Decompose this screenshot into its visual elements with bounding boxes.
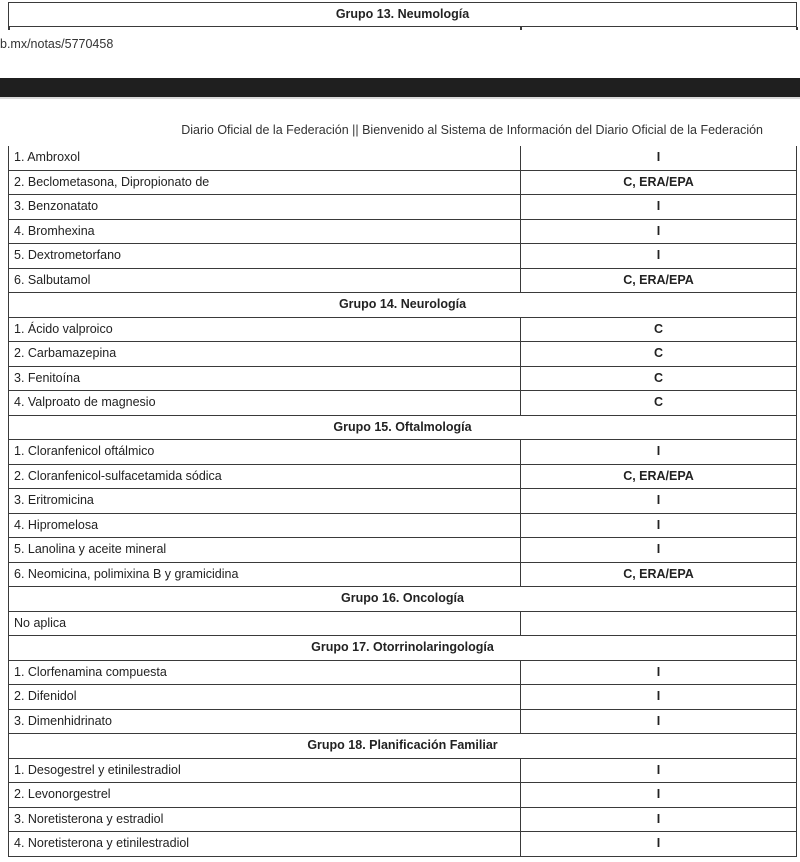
table-row xyxy=(9,170,797,195)
table-row xyxy=(9,146,797,170)
care-level-value: I xyxy=(521,146,797,170)
medication-name: 2. Cloranfenicol-sulfacetamida sódica xyxy=(9,464,521,489)
care-level-value: I xyxy=(521,513,797,538)
group-header-row xyxy=(9,415,797,440)
table-row xyxy=(9,562,797,587)
medication-name: 5. Dextrometorfano xyxy=(9,244,521,269)
medication-name: 1. Cloranfenicol oftálmico xyxy=(9,440,521,465)
care-level-value: C, ERA/EPA xyxy=(521,464,797,489)
medication-name: 6. Salbutamol xyxy=(9,268,521,293)
medication-name: 4. Hipromelosa xyxy=(9,513,521,538)
care-level-value: I xyxy=(521,783,797,808)
medication-name: 1. Clorfenamina compuesta xyxy=(9,660,521,685)
page-break-bar xyxy=(0,78,800,97)
medication-name: 4. Bromhexina xyxy=(9,219,521,244)
page-url-footer[interactable]: b.mx/notas/5770458 xyxy=(0,37,114,51)
care-level-value: C, ERA/EPA xyxy=(521,268,797,293)
table-row xyxy=(9,268,797,293)
previous-page-table-fragment xyxy=(8,2,797,27)
group-title: Grupo 17. Otorrinolaringología xyxy=(9,636,797,661)
medication-table xyxy=(8,146,797,857)
table-row xyxy=(9,538,797,563)
table-row xyxy=(9,489,797,514)
group-header-row xyxy=(9,587,797,612)
table-row xyxy=(9,219,797,244)
group-title: Grupo 16. Oncología xyxy=(9,587,797,612)
medication-name: 3. Noretisterona y estradiol xyxy=(9,807,521,832)
medication-name: 2. Beclometasona, Dipropionato de xyxy=(9,170,521,195)
medication-name: 1. Desogestrel y etinilestradiol xyxy=(9,758,521,783)
care-level-value: I xyxy=(521,440,797,465)
group-title: Grupo 15. Oftalmología xyxy=(9,415,797,440)
care-level-value: I xyxy=(521,758,797,783)
group-header-row xyxy=(9,3,797,27)
table-row xyxy=(9,832,797,857)
medication-name: 3. Eritromicina xyxy=(9,489,521,514)
group-title: Grupo 14. Neurología xyxy=(9,293,797,318)
group-header-row xyxy=(9,636,797,661)
care-level-value: I xyxy=(521,219,797,244)
care-level-value: C, ERA/EPA xyxy=(521,562,797,587)
table-row xyxy=(9,783,797,808)
table-row xyxy=(9,195,797,220)
table-row xyxy=(9,709,797,734)
table-row xyxy=(9,391,797,416)
medication-name: 2. Carbamazepina xyxy=(9,342,521,367)
table-border-stub xyxy=(796,27,798,30)
care-level-value: I xyxy=(521,660,797,685)
group-title: Grupo 13. Neumología xyxy=(9,3,797,27)
medication-name: 3. Fenitoína xyxy=(9,366,521,391)
table-row xyxy=(9,244,797,269)
medication-name: 3. Dimenhidrinato xyxy=(9,709,521,734)
care-level-value: I xyxy=(521,489,797,514)
medication-name: 1. Ácido valproico xyxy=(9,317,521,342)
care-level-value: C xyxy=(521,391,797,416)
table-row xyxy=(9,513,797,538)
care-level-value: I xyxy=(521,538,797,563)
care-level-value: C xyxy=(521,317,797,342)
page-break-shadow xyxy=(0,97,800,99)
medication-name: 1. Ambroxol xyxy=(9,146,521,170)
table-row xyxy=(9,464,797,489)
table-row xyxy=(9,342,797,367)
table-row xyxy=(9,685,797,710)
table-row xyxy=(9,366,797,391)
table-row xyxy=(9,611,797,636)
group-header-row xyxy=(9,734,797,759)
group-header-row xyxy=(9,293,797,318)
care-level-value: I xyxy=(521,685,797,710)
page-header-title: Diario Oficial de la Federación || Bienvenido al Sistema de Información del Diario Oficial de la Federación xyxy=(181,123,763,137)
care-level-value: C xyxy=(521,342,797,367)
table-border-stub xyxy=(8,27,10,30)
medication-name: 3. Benzonatato xyxy=(9,195,521,220)
medication-name: 2. Difenidol xyxy=(9,685,521,710)
table-row xyxy=(9,440,797,465)
care-level-value: C xyxy=(521,366,797,391)
care-level-value: I xyxy=(521,709,797,734)
medication-name: 6. Neomicina, polimixina B y gramicidina xyxy=(9,562,521,587)
care-level-value: C, ERA/EPA xyxy=(521,170,797,195)
care-level-value: I xyxy=(521,195,797,220)
table-row xyxy=(9,660,797,685)
group-title: Grupo 18. Planificación Familiar xyxy=(9,734,797,759)
medication-name: 4. Noretisterona y etinilestradiol xyxy=(9,832,521,857)
care-level-value: I xyxy=(521,832,797,857)
medication-name: 4. Valproato de magnesio xyxy=(9,391,521,416)
table-row xyxy=(9,758,797,783)
care-level-value xyxy=(521,611,797,636)
medication-name: 2. Levonorgestrel xyxy=(9,783,521,808)
care-level-value: I xyxy=(521,244,797,269)
medication-name: No aplica xyxy=(9,611,521,636)
medication-name: 5. Lanolina y aceite mineral xyxy=(9,538,521,563)
table-border-stub xyxy=(520,27,522,30)
table-row xyxy=(9,807,797,832)
care-level-value: I xyxy=(521,807,797,832)
table-row xyxy=(9,317,797,342)
